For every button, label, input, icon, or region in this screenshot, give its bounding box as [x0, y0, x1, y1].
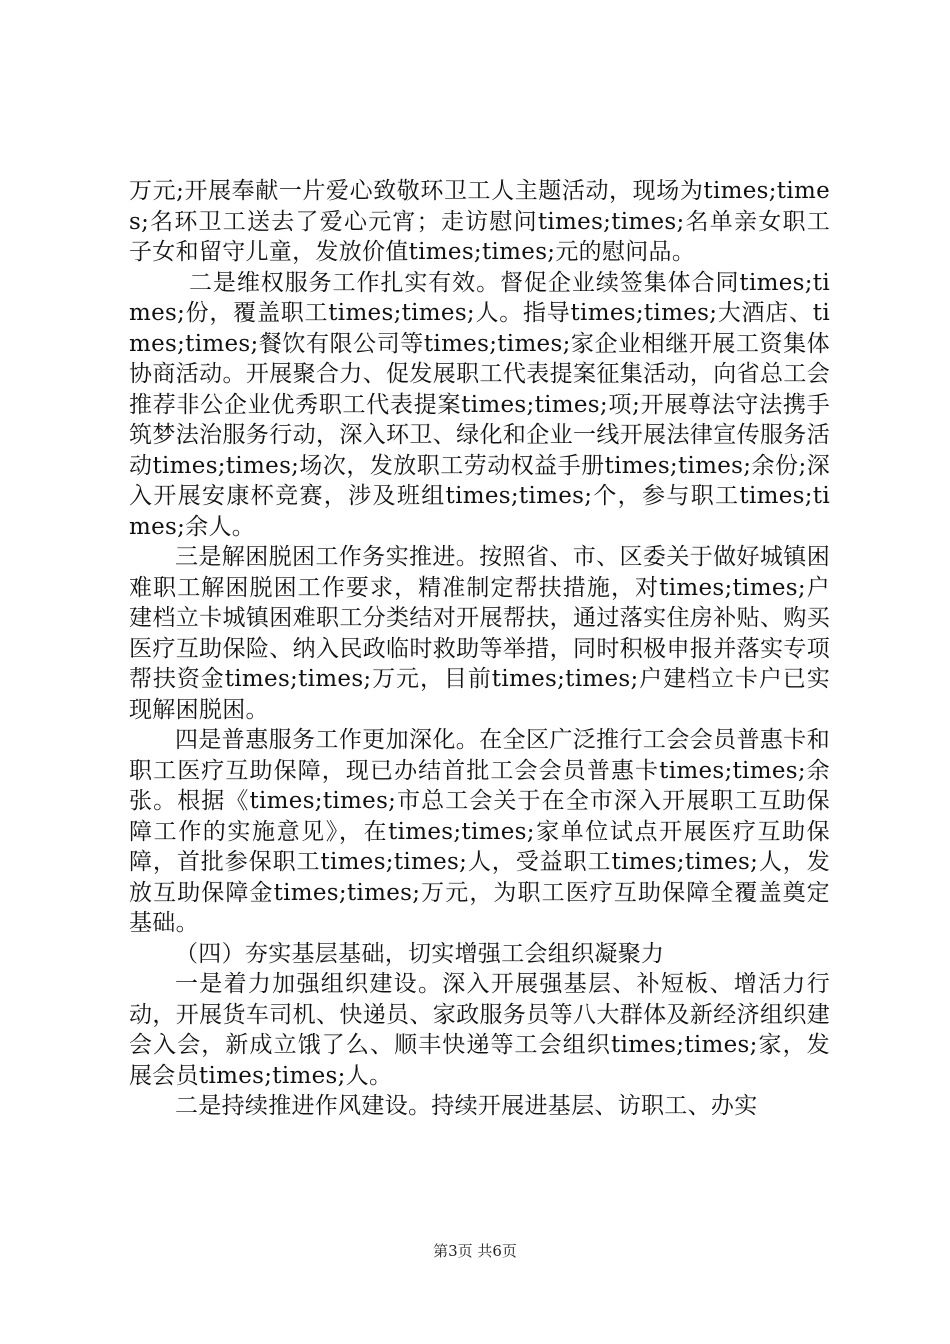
section-heading: （四）夯实基层基础，切实增强工会组织凝聚力: [175, 940, 665, 967]
document-body: [129, 176, 830, 1122]
paragraph-6: 二是持续推进作风建设。持续开展进基层、访职工、办实: [175, 1093, 758, 1119]
paragraph-4: 四是普惠服务工作更加深化。在全区广泛推行工会会员普惠卡和职工医疗互助保障，现已办结首批工会会员普惠卡times;times;余张。根据《times;times;市总工会关于在全市深入开展职工互助保障工作的实施意见》，在times;times;家单位试点开展医疗互助保障，首批参保职工times;times;人，受益职工times;times;人，发放互助保障金times;times;万元，为职工医疗互助保障全覆盖奠定基础。: [129, 727, 830, 936]
paragraph-1: 万元;开展奉献一片爱心致敬环卫工人主题活动，现场为times;times;名环卫工送去了爱心元宵；走访慰问times;times;名单亲女职工子女和留守儿童，发放价值times;times;元的慰问品。: [129, 178, 830, 265]
paragraph-3: 三是解困脱困工作务实推进。按照省、市、区委关于做好城镇困难职工解困脱困工作要求，精准制定帮扶措施，对times;times;户建档立卡城镇困难职工分类结对开展帮扶，通过落实住房补贴、购买医疗互助保险、纳入民政临时救助等举措，同时积极申报并落实专项帮扶资金times;times;万元，目前times;times;户建档立卡户已实现解困脱困。: [129, 544, 830, 723]
paragraph-5: 一是着力加强组织建设。深入开展强基层、补短板、增活力行动，开展货车司机、快递员、家政服务员等八大群体及新经济组织建会入会，新成立饿了么、顺丰快递等工会组织times;times;家，发展会员times;times;人。: [129, 971, 830, 1089]
paragraph-2: 二是维权服务工作扎实有效。督促企业续签集体合同times;times;份，覆盖职工times;times;人。指导times;times;大酒店、times;times;餐饮有限公司等times;times;家企业相继开展工资集体协商活动。开展聚合力、促发展职工代表提案征集活动，向省总工会推荐非公企业优秀职工代表提案times;times;项;开展尊法守法携手筑梦法治服务行动，深入环卫、绿化和企业一线开展法律宣传服务活动times;times;场次，发放职工劳动权益手册times;times;余份;深入开展安康杯竞赛，涉及班组times;times;个，参与职工times;times;余人。: [129, 269, 830, 540]
page-number-footer: 第3页 共6页: [433, 1242, 517, 1260]
